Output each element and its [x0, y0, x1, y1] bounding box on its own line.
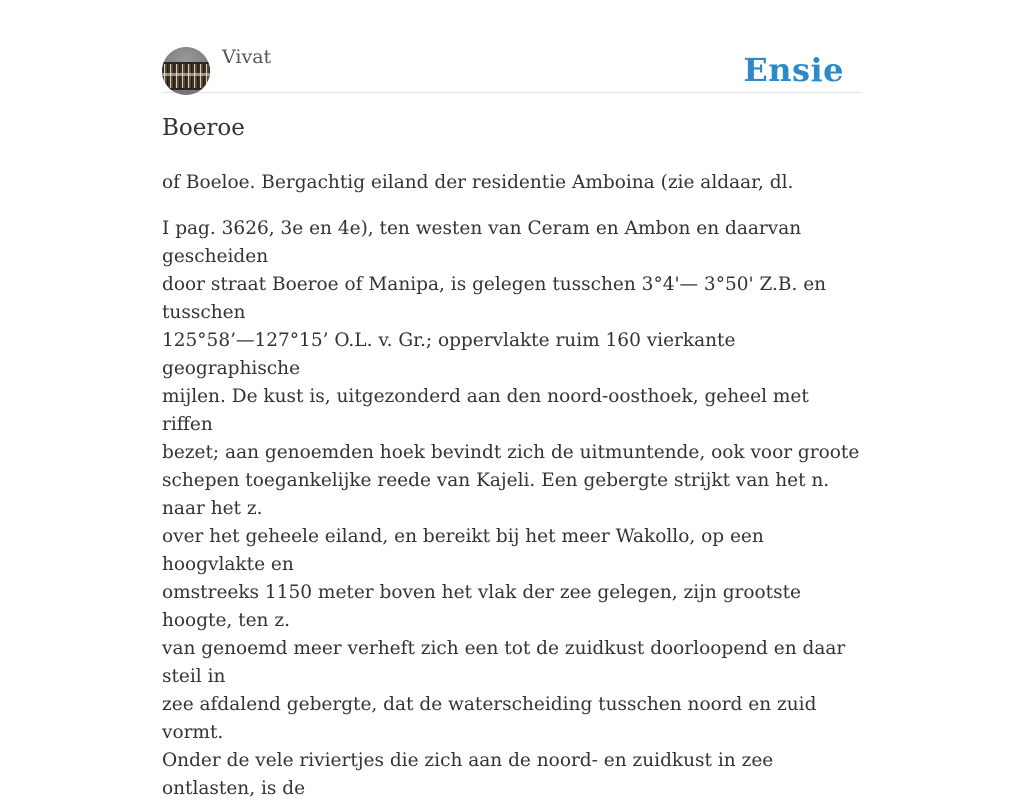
bookshelf-image [162, 62, 210, 90]
body-line: zee afdalend gebergte, dat de waterscheiding tusschen noord en zuid vormt. [162, 694, 817, 743]
body-line: I pag. 3626, 3e en 4e), ten westen van Ceram en Ambon en daarvan gescheiden [162, 218, 802, 267]
body-line: omstreeks 1150 meter boven het vlak der zee gelegen, zijn grootste hoogte, ten z. [162, 582, 801, 631]
article-lead: of Boeloe. Bergachtig eiland der residentie Amboina (zie aldaar, dl. [162, 172, 794, 193]
body-line: door straat Boeroe of Manipa, is gelegen tusschen 3°4'— 3°50' Z.B. en tusschen [162, 274, 827, 323]
article-body [162, 215, 862, 803]
body-line: over het geheele eiland, en bereikt bij het meer Wakollo, op een hoogvlakte en [162, 526, 764, 575]
body-line: Onder de vele riviertjes die zich aan de noord- en zuidkust in zee ontlasten, is de [162, 750, 774, 799]
body-line: van genoemd meer verheft zich een tot de zuidkust doorloopend en daar steil in [162, 638, 846, 687]
user-avatar[interactable] [162, 47, 210, 95]
body-line: schepen toegankelijke reede van Kajeli. Een gebergte strijkt van het n. naar het z. [162, 470, 830, 519]
article-title: Boeroe [162, 115, 245, 141]
site-header [162, 46, 862, 93]
body-line: mijlen. De kust is, uitgezonderd aan den noord-oosthoek, geheel met riffen [162, 386, 809, 435]
body-line: 125°58’—127°15’ O.L. v. Gr.; oppervlakte ruim 160 vierkante geographische [162, 330, 736, 379]
author-name[interactable]: Vivat [222, 46, 272, 68]
site-logo[interactable]: Ensie [743, 51, 844, 89]
body-line: bezet; aan genoemden hoek bevindt zich de uitmuntende, ook voor groote [162, 442, 860, 463]
